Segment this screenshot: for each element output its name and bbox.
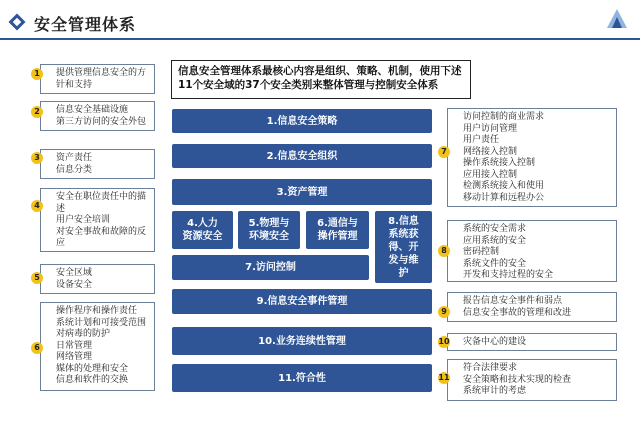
badge-1: 1 [31,68,43,80]
badge-2: 2 [31,106,43,118]
right-box-11: 符合法律要求 安全策略和技术实现的检查 系统审计的考虑 [447,359,617,401]
badge-9: 9 [438,306,450,318]
left-box-6: 操作程序和操作责任 系统计划和可接受范围 对病毒的防护 日常管理 网络管理 媒体的处理和安全 信息和软件的交换 [40,302,155,391]
badge-4: 4 [31,200,43,212]
right-box-10: 灾备中心的建设 [447,333,617,351]
domain-bar-1: 1.信息安全策略 [172,109,432,133]
domain-bar-7: 7.访问控制 [172,255,369,280]
title-divider [0,38,640,40]
left-box-4: 安全在职位责任中的描 述 用户安全培训 对安全事故和故障的反 应 [40,188,155,252]
domain-bar-11: 11.符合性 [172,364,432,392]
domain-bar-8: 8.信息 系统获 得、开 发与维 护 [375,211,432,283]
left-box-1: 提供管理信息安全的方 针和支持 [40,64,155,94]
badge-8: 8 [438,245,450,257]
right-box-7: 访问控制的商业需求 用户访问管理 用户责任 网络接入控制 操作系统接入控制 应用接入控制 检测系统接入和使用 移动计算和远程办公 [447,108,617,207]
domain-bar-10: 10.业务连续性管理 [172,327,432,355]
right-box-8: 系统的安全需求 应用系统的安全 密码控制 系统文件的安全 开发和支持过程的安全 [447,220,617,282]
right-box-9: 报告信息安全事件和弱点 信息安全事故的管理和改进 [447,292,617,322]
left-box-2: 信息安全基础设施 第三方访问的安全外包 [40,101,155,131]
headline-box: 信息安全管理体系最核心内容是组织、策略、机制，使用下述11个安全域的37个安全类别来整体管理与控制安全体系 [171,60,471,99]
left-box-5: 安全区域 设备安全 [40,264,155,294]
badge-6: 6 [31,342,43,354]
corner-logo-icon [604,6,630,32]
page-title: 安全管理体系 [34,15,137,34]
diamond-bullet-icon [8,13,26,31]
domain-bar-9: 9.信息安全事件管理 [172,289,432,314]
domain-bar-6: 6.通信与 操作管理 [306,211,369,249]
badge-10: 10 [438,337,450,346]
domain-bar-5: 5.物理与 环境安全 [238,211,300,249]
badge-5: 5 [31,272,43,284]
left-box-3: 资产责任 信息分类 [40,149,155,179]
badge-7: 7 [438,146,450,158]
domain-bar-2: 2.信息安全组织 [172,144,432,168]
badge-3: 3 [31,152,43,164]
badge-11: 11 [438,373,450,382]
domain-bar-3: 3.资产管理 [172,179,432,205]
domain-bar-4: 4.人力 资源安全 [172,211,233,249]
